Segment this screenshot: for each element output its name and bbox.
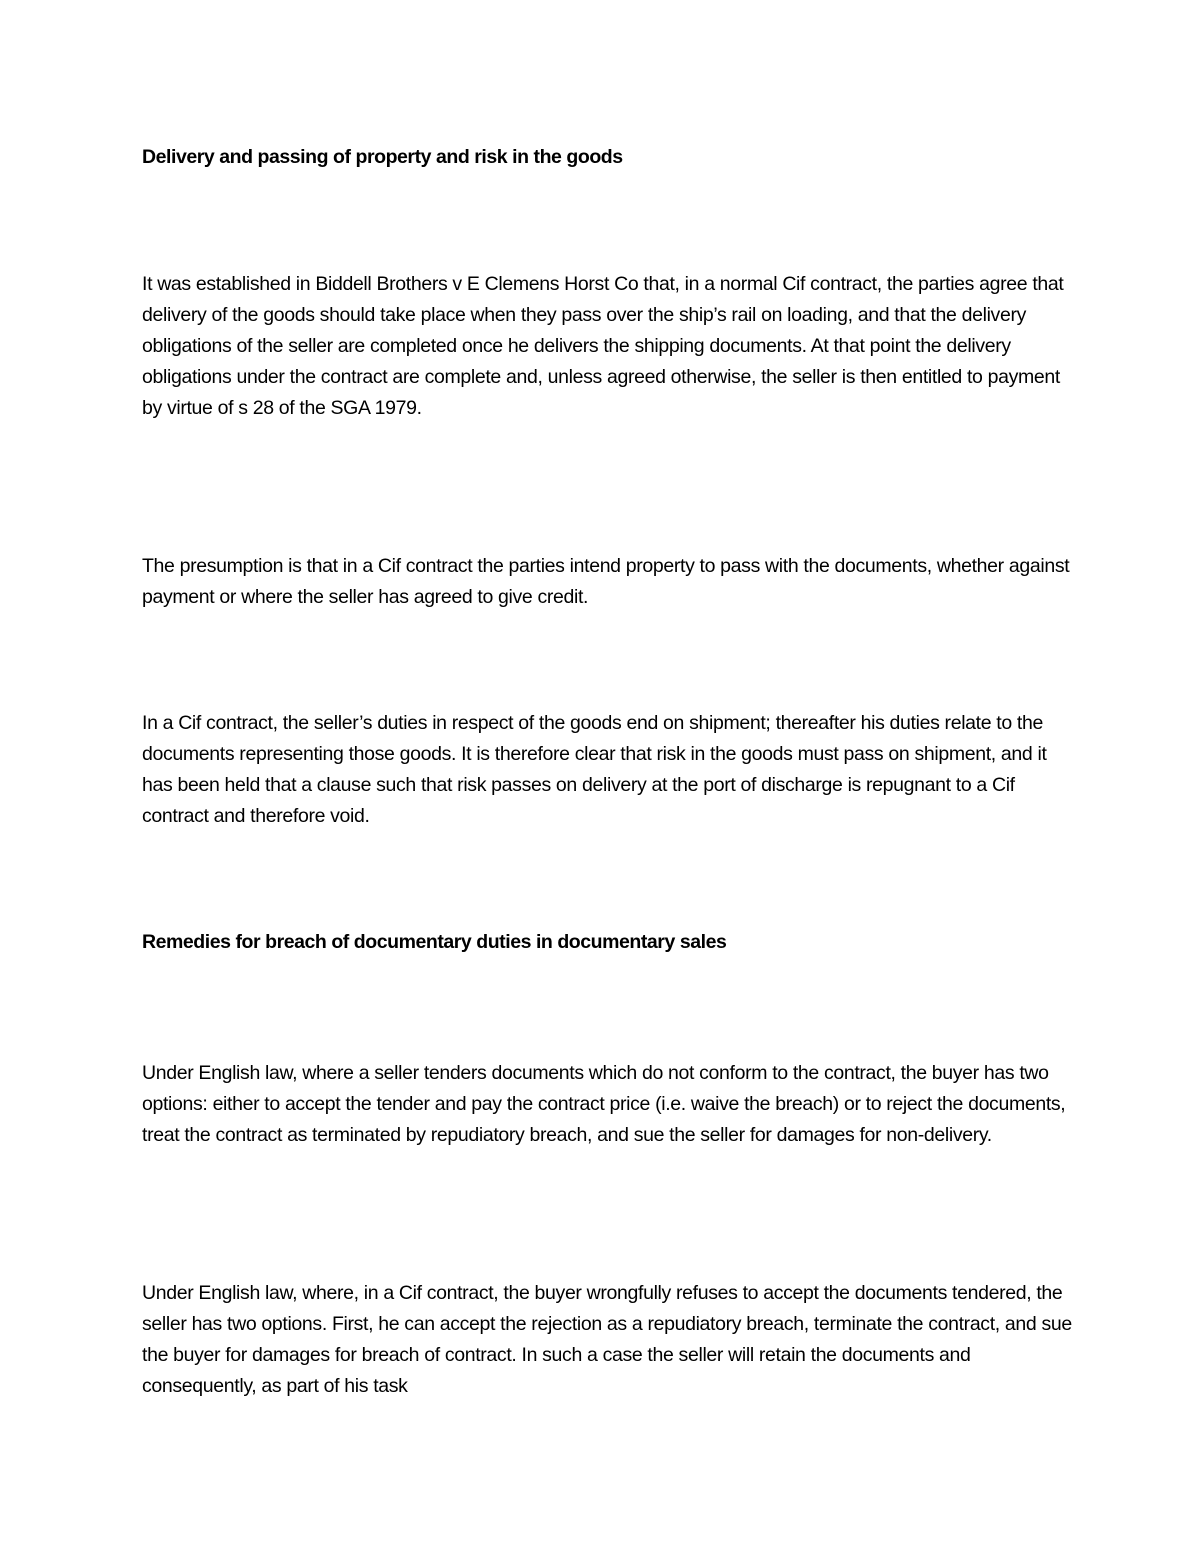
paragraph-presumption: The presumption is that in a Cif contract the parties intend property to pass with the documents, whether against payment or where the seller has agreed to give credit. — [142, 555, 1070, 608]
paragraph-buyer-refusal: Under English law, where, in a Cif contract, the buyer wrongfully refuses to accept the documents tendered, the seller has two options. First, he can accept the rejection as a repudiatory breach, terminate the contract, and sue the buyer for damages for breach of contract. In such a case the seller will retain the documents and consequently, as part of his task — [142, 1282, 1072, 1397]
paragraph-seller-duties: In a Cif contract, the seller’s duties in respect of the goods end on shipment; thereafter his duties relate to the documents representing those goods. It is therefore clear that risk in the goods must pass on shipment, and it has been held that a clause such that risk passes on delivery at the port of discharge is repugnant to a Cif contract and therefore void. — [142, 712, 1047, 827]
section-heading-remedies: Remedies for breach of documentary duties in documentary sales — [142, 931, 727, 953]
paragraph-biddell-brothers: It was established in Biddell Brothers v E Clemens Horst Co that, in a normal Cif contract, the parties agree that delivery of the goods should take place when they pass over the ship’s rail on loading, and that the delivery obligations of the seller are completed once he delivers the shipping documents. At that point the delivery obligations under the contract are complete and, unless agreed otherwise, the seller is then entitled to payment by virtue of s 28 of the SGA 1979. — [142, 273, 1064, 419]
paragraph-nonconforming-documents: Under English law, where a seller tenders documents which do not conform to the contract, the buyer has two options: either to accept the tender and pay the contract price (i.e. waive the breach) or to reject the documents, treat the contract as terminated by repudiatory breach, and sue the seller for damages for non-delivery. — [142, 1062, 1066, 1146]
section-heading-delivery: Delivery and passing of property and risk in the goods — [142, 146, 623, 168]
